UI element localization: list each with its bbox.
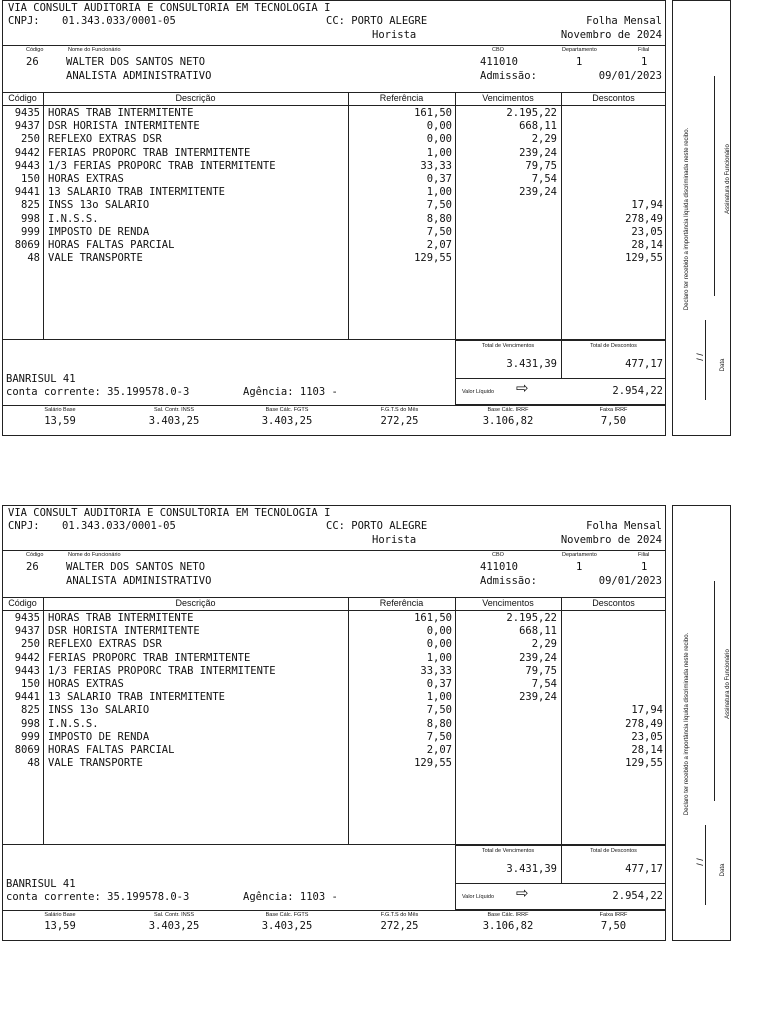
signature-label: Assinatura do Funcionário bbox=[725, 649, 731, 719]
col-divider bbox=[43, 597, 44, 845]
col-divider bbox=[561, 92, 562, 340]
footer-label: Salário Base bbox=[44, 407, 76, 413]
signature-label: Assinatura do Funcionário bbox=[725, 144, 731, 214]
item-descriptions: HORAS TRAB INTERMITENTE DSR HORISTA INTERMITENTE REFLEXO EXTRAS DSR FERIAS PROPORC TRAB INTERMITENTE 1/3 FERIAS PROPORC TRAB INTERMITENTE HORAS EXTRAS 13 SALARIO TRAB INTERMITENTE INSS 13o SALARIO I.N.S.S. IMPOSTO DE RENDA HORAS FALTAS PARCIAL VALE TRANSPORTE bbox=[48, 612, 276, 770]
filial-value: 1 bbox=[641, 561, 648, 573]
footer-value: 272,25 bbox=[380, 920, 419, 932]
footer-value: 3.106,82 bbox=[482, 415, 534, 427]
total-deductions: 477,17 bbox=[625, 863, 663, 875]
footer-label: F.G.T.S do Mês bbox=[380, 912, 419, 918]
employee-name: WALTER DOS SANTOS NETO bbox=[66, 561, 206, 573]
item-codes: 9435 9437 250 9442 9443 150 9441 825 998 999 8069 48 bbox=[14, 612, 40, 770]
footer-divider bbox=[2, 910, 666, 911]
cbo-value: 411010 bbox=[480, 561, 518, 573]
cbo-value: 411010 bbox=[480, 56, 518, 68]
employee-name: WALTER DOS SANTOS NETO bbox=[66, 56, 206, 68]
employee-code: 26 bbox=[26, 561, 39, 573]
employee-code-label: Código bbox=[26, 552, 44, 558]
employee-code: 26 bbox=[26, 56, 39, 68]
table-header-divider bbox=[2, 105, 666, 106]
header-divider bbox=[2, 45, 666, 46]
company-name: VIA CONSULT AUDITORIA E CONSULTORIA EM TECNOLOGIA I bbox=[8, 2, 331, 14]
col-header-earnings: Vencimentos bbox=[482, 93, 534, 103]
footer-label: Base Cálc. IRRF bbox=[487, 912, 529, 918]
footer-value: 272,25 bbox=[380, 415, 419, 427]
item-earnings: 2.195,22 668,11 2,29 239,24 79,75 7,54 239,24 bbox=[506, 107, 557, 199]
net-pay-label: Valor Líquido bbox=[462, 389, 495, 395]
net-pay: 2.954,22 bbox=[612, 385, 663, 397]
col-divider bbox=[455, 92, 456, 340]
filial-label: Filial bbox=[638, 47, 650, 53]
receipt-declaration: Declaro ter recebido a importância líquida discriminada neste recibo. bbox=[684, 632, 690, 816]
department-label: Departamento bbox=[562, 47, 597, 53]
item-deductions: 17,94 278,49 23,05 28,14 129,55 bbox=[625, 704, 663, 770]
receipt-declaration: Declaro ter recebido a importância líquida discriminada neste recibo. bbox=[684, 127, 690, 311]
footer-label: Salário Base bbox=[44, 912, 76, 918]
net-pay-label: Valor Líquido bbox=[462, 894, 495, 900]
payslip bbox=[0, 0, 768, 440]
net-arrow-icon: ⇨ bbox=[516, 885, 529, 902]
bank-agency: Agência: 1103 - bbox=[243, 891, 338, 903]
admission-label: Admissão: bbox=[480, 70, 537, 82]
total-deductions-label: Total de Descontos bbox=[590, 848, 637, 854]
footer-label: Base Cálc. IRRF bbox=[487, 407, 529, 413]
footer-divider bbox=[2, 405, 666, 406]
footer-value: 3.403,25 bbox=[148, 920, 200, 932]
totals-net-divider bbox=[455, 378, 666, 379]
footer-value: 3.106,82 bbox=[482, 920, 534, 932]
item-deductions: 17,94 278,49 23,05 28,14 129,55 bbox=[625, 199, 663, 265]
period: Novembro de 2024 bbox=[560, 29, 662, 41]
document-type: Folha Mensal bbox=[586, 15, 662, 27]
date-label: Data bbox=[720, 863, 726, 877]
item-references: 161,50 0,00 0,00 1,00 33,33 0,37 1,00 7,50 8,80 7,50 2,07 129,55 bbox=[414, 612, 452, 770]
period: Novembro de 2024 bbox=[560, 534, 662, 546]
footer-value: 13,59 bbox=[44, 415, 76, 427]
cost-center-sub: Horista bbox=[372, 29, 417, 41]
date-line bbox=[705, 320, 706, 400]
col-divider bbox=[43, 92, 44, 340]
col-header-deductions: Descontos bbox=[592, 598, 635, 608]
footer-label: Base Cálc. FGTS bbox=[265, 407, 309, 413]
col-divider bbox=[348, 92, 349, 340]
admission-date: 09/01/2023 bbox=[598, 70, 662, 82]
footer-label: Base Cálc. FGTS bbox=[265, 912, 309, 918]
net-arrow-icon: ⇨ bbox=[516, 380, 529, 397]
total-earnings: 3.431,39 bbox=[506, 863, 557, 875]
date-slashes: / / bbox=[695, 353, 705, 361]
cost-center: CC: PORTO ALEGRE bbox=[326, 15, 428, 27]
department-value: 1 bbox=[576, 56, 583, 68]
footer-label: F.G.T.S do Mês bbox=[380, 407, 419, 413]
cost-center-sub: Horista bbox=[372, 534, 417, 546]
col-header-earnings: Vencimentos bbox=[482, 598, 534, 608]
total-earnings-label: Total de Vencimentos bbox=[481, 343, 535, 349]
footer-value: 7,50 bbox=[600, 415, 627, 427]
employee-role: ANALISTA ADMINISTRATIVO bbox=[66, 575, 212, 587]
bank-account: conta corrente: 35.199578.0-3 bbox=[6, 386, 190, 398]
footer-value: 3.403,25 bbox=[261, 415, 313, 427]
footer-label: Faixa IRRF bbox=[599, 407, 628, 413]
cnpj-label: CNPJ: bbox=[8, 15, 40, 27]
footer-value: 13,59 bbox=[44, 920, 76, 932]
footer-value: 7,50 bbox=[600, 920, 627, 932]
col-header-code: Código bbox=[8, 93, 37, 103]
col-divider bbox=[455, 597, 456, 845]
footer-label: Faixa IRRF bbox=[599, 912, 628, 918]
total-earnings: 3.431,39 bbox=[506, 358, 557, 370]
signature-line bbox=[714, 76, 715, 296]
col-header-deductions: Descontos bbox=[592, 93, 635, 103]
cost-center: CC: PORTO ALEGRE bbox=[326, 520, 428, 532]
total-deductions: 477,17 bbox=[625, 358, 663, 370]
department-value: 1 bbox=[576, 561, 583, 573]
col-header-reference: Referência bbox=[379, 93, 424, 103]
cnpj-value: 01.343.033/0001-05 bbox=[62, 520, 176, 532]
table-header-divider bbox=[2, 610, 666, 611]
employee-name-label: Nome do Funcionário bbox=[68, 552, 121, 558]
net-pay: 2.954,22 bbox=[612, 890, 663, 902]
bank-name: BANRISUL 41 bbox=[6, 373, 76, 385]
cnpj-value: 01.343.033/0001-05 bbox=[62, 15, 176, 27]
footer-value: 3.403,25 bbox=[148, 415, 200, 427]
col-header-code: Código bbox=[8, 598, 37, 608]
col-header-reference: Referência bbox=[379, 598, 424, 608]
date-label: Data bbox=[720, 358, 726, 372]
bank-agency: Agência: 1103 - bbox=[243, 386, 338, 398]
employee-role: ANALISTA ADMINISTRATIVO bbox=[66, 70, 212, 82]
item-codes: 9435 9437 250 9442 9443 150 9441 825 998 999 8069 48 bbox=[14, 107, 40, 265]
col-header-description: Descrição bbox=[175, 93, 216, 103]
date-slashes: / / bbox=[695, 858, 705, 866]
payslip bbox=[0, 505, 768, 945]
total-deductions-label: Total de Descontos bbox=[590, 343, 637, 349]
admission-label: Admissão: bbox=[480, 575, 537, 587]
date-line bbox=[705, 825, 706, 905]
admission-date: 09/01/2023 bbox=[598, 575, 662, 587]
bank-name: BANRISUL 41 bbox=[6, 878, 76, 890]
footer-label: Sal. Contr. INSS bbox=[153, 407, 195, 413]
filial-value: 1 bbox=[641, 56, 648, 68]
item-earnings: 2.195,22 668,11 2,29 239,24 79,75 7,54 239,24 bbox=[506, 612, 557, 704]
company-name: VIA CONSULT AUDITORIA E CONSULTORIA EM TECNOLOGIA I bbox=[8, 507, 331, 519]
cbo-label: CBO bbox=[492, 552, 504, 558]
cnpj-label: CNPJ: bbox=[8, 520, 40, 532]
item-descriptions: HORAS TRAB INTERMITENTE DSR HORISTA INTERMITENTE REFLEXO EXTRAS DSR FERIAS PROPORC TRAB INTERMITENTE 1/3 FERIAS PROPORC TRAB INTERMITENTE HORAS EXTRAS 13 SALARIO TRAB INTERMITENTE INSS 13o SALARIO I.N.S.S. IMPOSTO DE RENDA HORAS FALTAS PARCIAL VALE TRANSPORTE bbox=[48, 107, 276, 265]
signature-line bbox=[714, 581, 715, 801]
footer-value: 3.403,25 bbox=[261, 920, 313, 932]
col-divider bbox=[561, 597, 562, 845]
item-references: 161,50 0,00 0,00 1,00 33,33 0,37 1,00 7,50 8,80 7,50 2,07 129,55 bbox=[414, 107, 452, 265]
header-divider bbox=[2, 550, 666, 551]
employee-code-label: Código bbox=[26, 47, 44, 53]
col-divider bbox=[348, 597, 349, 845]
department-label: Departamento bbox=[562, 552, 597, 558]
footer-label: Sal. Contr. INSS bbox=[153, 912, 195, 918]
filial-label: Filial bbox=[638, 552, 650, 558]
employee-name-label: Nome do Funcionário bbox=[68, 47, 121, 53]
total-earnings-label: Total de Vencimentos bbox=[481, 848, 535, 854]
bank-account: conta corrente: 35.199578.0-3 bbox=[6, 891, 190, 903]
col-header-description: Descrição bbox=[175, 598, 216, 608]
totals-net-divider bbox=[455, 883, 666, 884]
cbo-label: CBO bbox=[492, 47, 504, 53]
document-type: Folha Mensal bbox=[586, 520, 662, 532]
